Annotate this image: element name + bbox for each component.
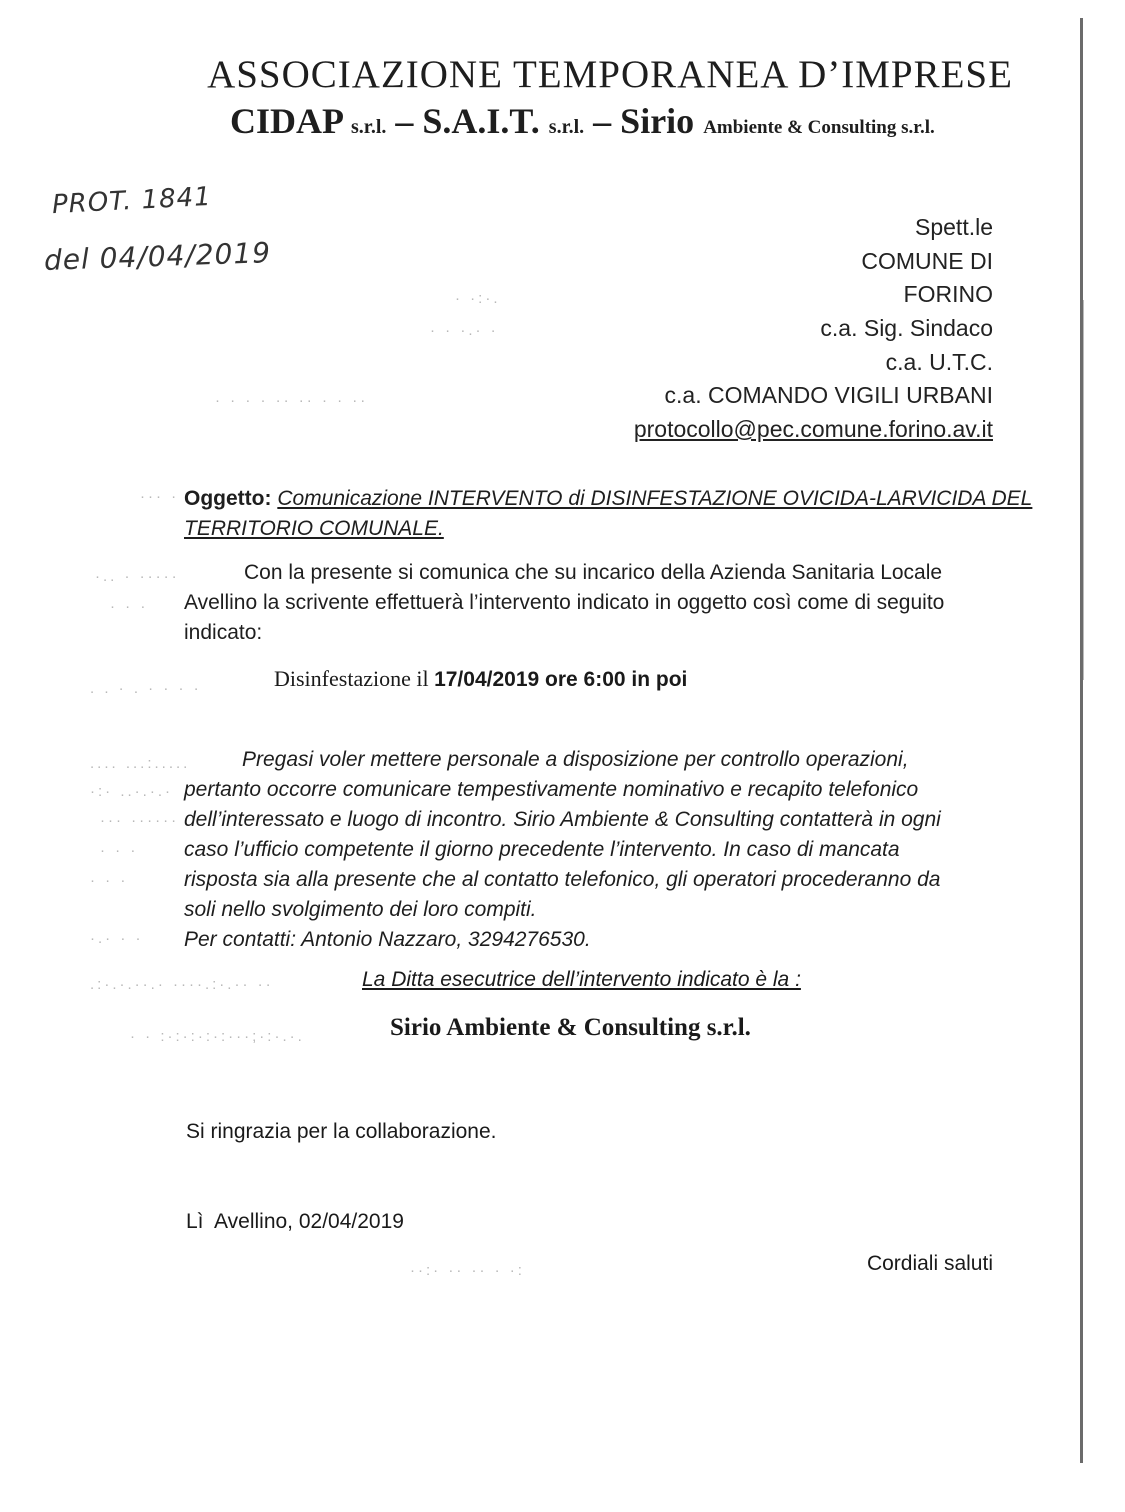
subject-text-line1: Comunicazione INTERVENTO di DISINFESTAZIONE OVICIDA-LARVICIDA DEL <box>277 487 1033 510</box>
request-line: dell’interessato e luogo di incontro. Sirio Ambiente & Consulting contatterà in ogni <box>184 808 941 831</box>
executor-label: La Ditta esecutrice dell’intervento indicato è la : <box>362 968 801 991</box>
subject-label: Oggetto: <box>184 487 272 510</box>
request-line: caso l’ufficio competente il giorno precedente l’intervento. In caso di mancata <box>184 838 900 861</box>
separator-dash: – <box>395 101 414 141</box>
subject-block <box>184 484 1033 544</box>
closing-salutation: Cordiali saluti <box>866 1252 993 1275</box>
scan-noise: · · · <box>100 842 139 859</box>
schedule-line <box>274 666 687 692</box>
contacts-line: Per contatti: Antonio Nazzaro, 3294276530. <box>184 928 591 951</box>
recipient-line: Spett.le <box>915 214 993 240</box>
place-date: Lì Avellino, 02/04/2019 <box>186 1210 404 1233</box>
scan-noise: . . · . · · · · <box>90 680 202 697</box>
request-line: pertanto occorre comunicare tempestivamente nominativo e recapito telefonico <box>184 778 919 801</box>
scan-noise: ·.· · · <box>90 930 144 947</box>
scan-noise: · ·:·. <box>455 290 501 307</box>
scan-noise: .... ...:..... <box>90 755 191 772</box>
executor-company-name: Sirio Ambiente & Consulting s.r.l. <box>390 1014 751 1041</box>
intro-line: Avellino la scrivente effettuerà l’intervento indicato in oggetto così come di seguito <box>184 591 945 614</box>
protocol-number: PROT. 1841 <box>51 181 213 221</box>
schedule-date-time: 17/04/2019 ore 6:00 in poi <box>434 668 688 691</box>
request-line: risposta sia alla presente che al contatto telefonico, gli operatori procederanno da <box>184 868 941 891</box>
scan-noise: ··· · <box>140 488 180 505</box>
company-sirio: Sirio <box>620 101 695 141</box>
recipient-line: c.a. COMANDO VIGILI URBANI <box>664 382 993 408</box>
scan-noise: · · · <box>110 598 149 615</box>
subject-text-line2: TERRITORIO COMUNALE. <box>184 517 444 540</box>
scan-noise: · · :·:·:·:·:···;·:·.·. <box>130 1028 305 1045</box>
scan-noise: ·:· ..·.·.· <box>90 783 173 800</box>
scan-noise: .:·.·.··.· ····.:·.·· ·· <box>90 976 274 993</box>
company-cidap: CIDAP <box>230 101 343 141</box>
recipient-pec-email: protocollo@pec.comune.forino.av.it <box>633 416 993 442</box>
scan-border-line <box>1080 18 1083 1463</box>
recipient-line: c.a. Sig. Sindaco <box>820 315 993 341</box>
request-line: Pregasi voler mettere personale a disposizione per controllo operazioni, <box>242 748 909 771</box>
company-sait-suffix: s.r.l. <box>548 116 585 138</box>
scan-border-line-secondary <box>1083 300 1084 680</box>
separator-dash: – <box>593 101 612 141</box>
thanks-line: Si ringrazia per la collaborazione. <box>186 1120 497 1143</box>
company-sait: S.A.I.T. <box>422 101 540 141</box>
intro-paragraph <box>184 558 994 648</box>
letterhead-companies <box>230 100 935 142</box>
scan-noise: ··· ······ <box>100 812 180 829</box>
scan-noise: · · · <box>90 872 129 889</box>
recipient-line: c.a. U.T.C. <box>885 349 993 375</box>
intro-line: Con la presente si comunica che su incarico della Azienda Sanitaria Locale <box>244 561 943 584</box>
letterhead-title: ASSOCIAZIONE TEMPORANEA D’IMPRESE <box>207 53 1013 96</box>
protocol-date: del 04/04/2019 <box>43 236 272 277</box>
request-paragraph <box>184 745 994 955</box>
request-line: soli nello svolgimento dei loro compiti. <box>184 898 537 921</box>
scan-noise: ··:· ·· ·· · ·: <box>410 1262 525 1279</box>
scan-noise: · · · · ·· ·· · · ·· <box>215 392 369 409</box>
company-sirio-suffix: Ambiente & Consulting s.r.l. <box>703 117 935 138</box>
recipient-line: COMUNE DI <box>861 248 993 274</box>
company-cidap-suffix: s.r.l. <box>351 116 387 138</box>
intro-line: indicato: <box>184 621 263 644</box>
schedule-label: Disinfestazione il <box>274 666 435 691</box>
recipient-line: FORINO <box>903 281 993 307</box>
scan-noise: · · ·.· · <box>430 322 499 339</box>
scan-noise: ·.. · ····· <box>95 568 180 585</box>
